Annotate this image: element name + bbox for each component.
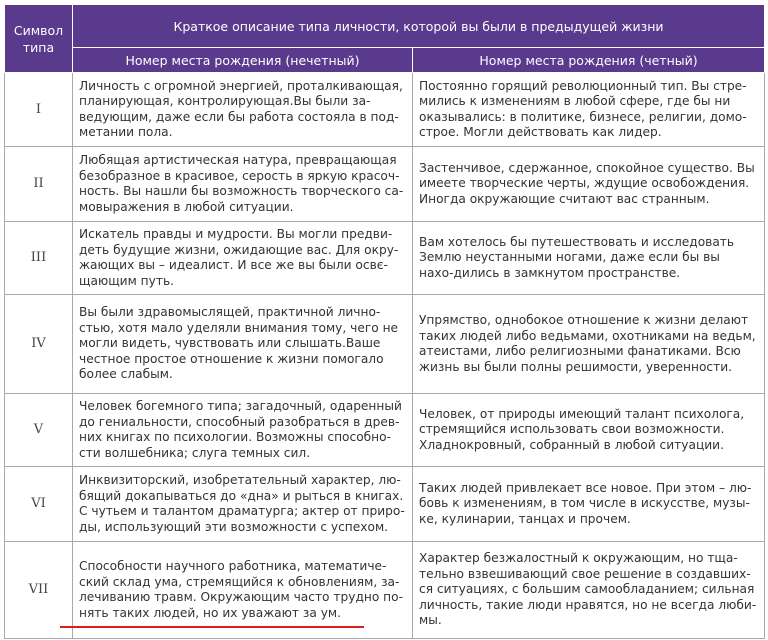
row-symbol: III [5,222,73,295]
header-main-title: Краткое описание типа личности, которой вы были в предыдущей жизни [73,5,765,48]
row-symbol: VI [5,467,73,542]
even-description: Характер безжалостный к окружающим, но тща-тельно взвешивающий свое решение в создавших-ся ситуациях, с большим самообладанием; сильная личность, такие люди нравятся, но не всегда люби-мы. [413,542,765,639]
row-symbol: II [5,147,73,222]
even-description: Человек, от природы имеющий талант психолога, стремящийся использовать свои возможности. Хладнокровный, собранный в любой ситуации. [413,394,765,467]
table-row [5,467,765,542]
red-underline-annotation [60,626,364,628]
header-odd-column: Номер места рождения (нечетный) [73,48,413,73]
personality-types-table [4,4,765,639]
table-row [5,147,765,222]
odd-description: Вы были здравомыслящей, практичной лично-стью, хотя мало уделяли внимания тому, чего не могли видеть, чувствовать или слышать.Ваше честное простое отношение к жизни помогало более слабым. [73,295,413,394]
odd-description: Любящая артистическая натура, превращающая безобразное в красивое, серость в яркую красоч-ность. Вы нашли бы возможность творческого са-мовыражения в любой ситуации. [73,147,413,222]
odd-description: Инквизиторский, изобретательный характер, лю-бящий докапываться до «дна» и рыться в книгах. С чутьем и талантом драматурга; актер от приро-ды, использующий эти возможности с успехом. [73,467,413,542]
odd-description: Личность с огромной энергией, проталкивающая, планирующая, контролирующая.Вы были за-ведующим, даже если бы работа состояла в под-метании пола. [73,73,413,147]
odd-description: Человек богемного типа; загадочный, одаренный до гениальности, способный разобраться в древ-них книгах по психологии. Возможны способно-сти волшебника; слуга темных сил. [73,394,413,467]
odd-description: Искатель правды и мудрости. Вы могли предви-деть будущие жизни, ожидающие вас. Для окру-жающих вы – идеалист. И все же вы были освє-щающим путь. [73,222,413,295]
header-even-column: Номер места рождения (четный) [413,48,765,73]
even-description: Таких людей привлекает все новое. При этом – лю-бовь к изменениям, в том числе в искусстве, музы-ке, кулинарии, танцах и прочем. [413,467,765,542]
table-row [5,73,765,147]
row-symbol: I [5,73,73,147]
table-row [5,394,765,467]
row-symbol: VII [5,542,73,639]
even-description: Постоянно горящий революционный тип. Вы стре-мились к изменениям в любой сфере, где бы ни оказывались: в политике, бизнесе, религии, домо-строе. Могли действовать как лидер. [413,73,765,147]
row-symbol: IV [5,295,73,394]
table-row [5,295,765,394]
row-symbol: V [5,394,73,467]
odd-description: Способности научного работника, математиче-ский склад ума, стремящийся к обновлениям, за-лечиванию травм. Окружающим часто трудно по-нять таких людей, но их уважают за ум. [73,542,413,639]
table-row [5,222,765,295]
header-symbol-type: Символ типа [5,5,73,73]
even-description: Вам хотелось бы путешествовать и исследовать Землю неустанными ногами, даже если бы вы нахо-дились в замкнутом пространстве. [413,222,765,295]
even-description: Застенчивое, сдержанное, спокойное существо. Вы имеете творческие черты, ждущие освобождения. Иногда окружающие считают вас странным. [413,147,765,222]
even-description: Упрямство, однобокое отношение к жизни делают таких людей либо ведьмами, охотниками на ведьм, атеистами, либо религиозными фанатиками. Всю жизнь вы были полны решимости, уверенности. [413,295,765,394]
table-row [5,542,765,639]
